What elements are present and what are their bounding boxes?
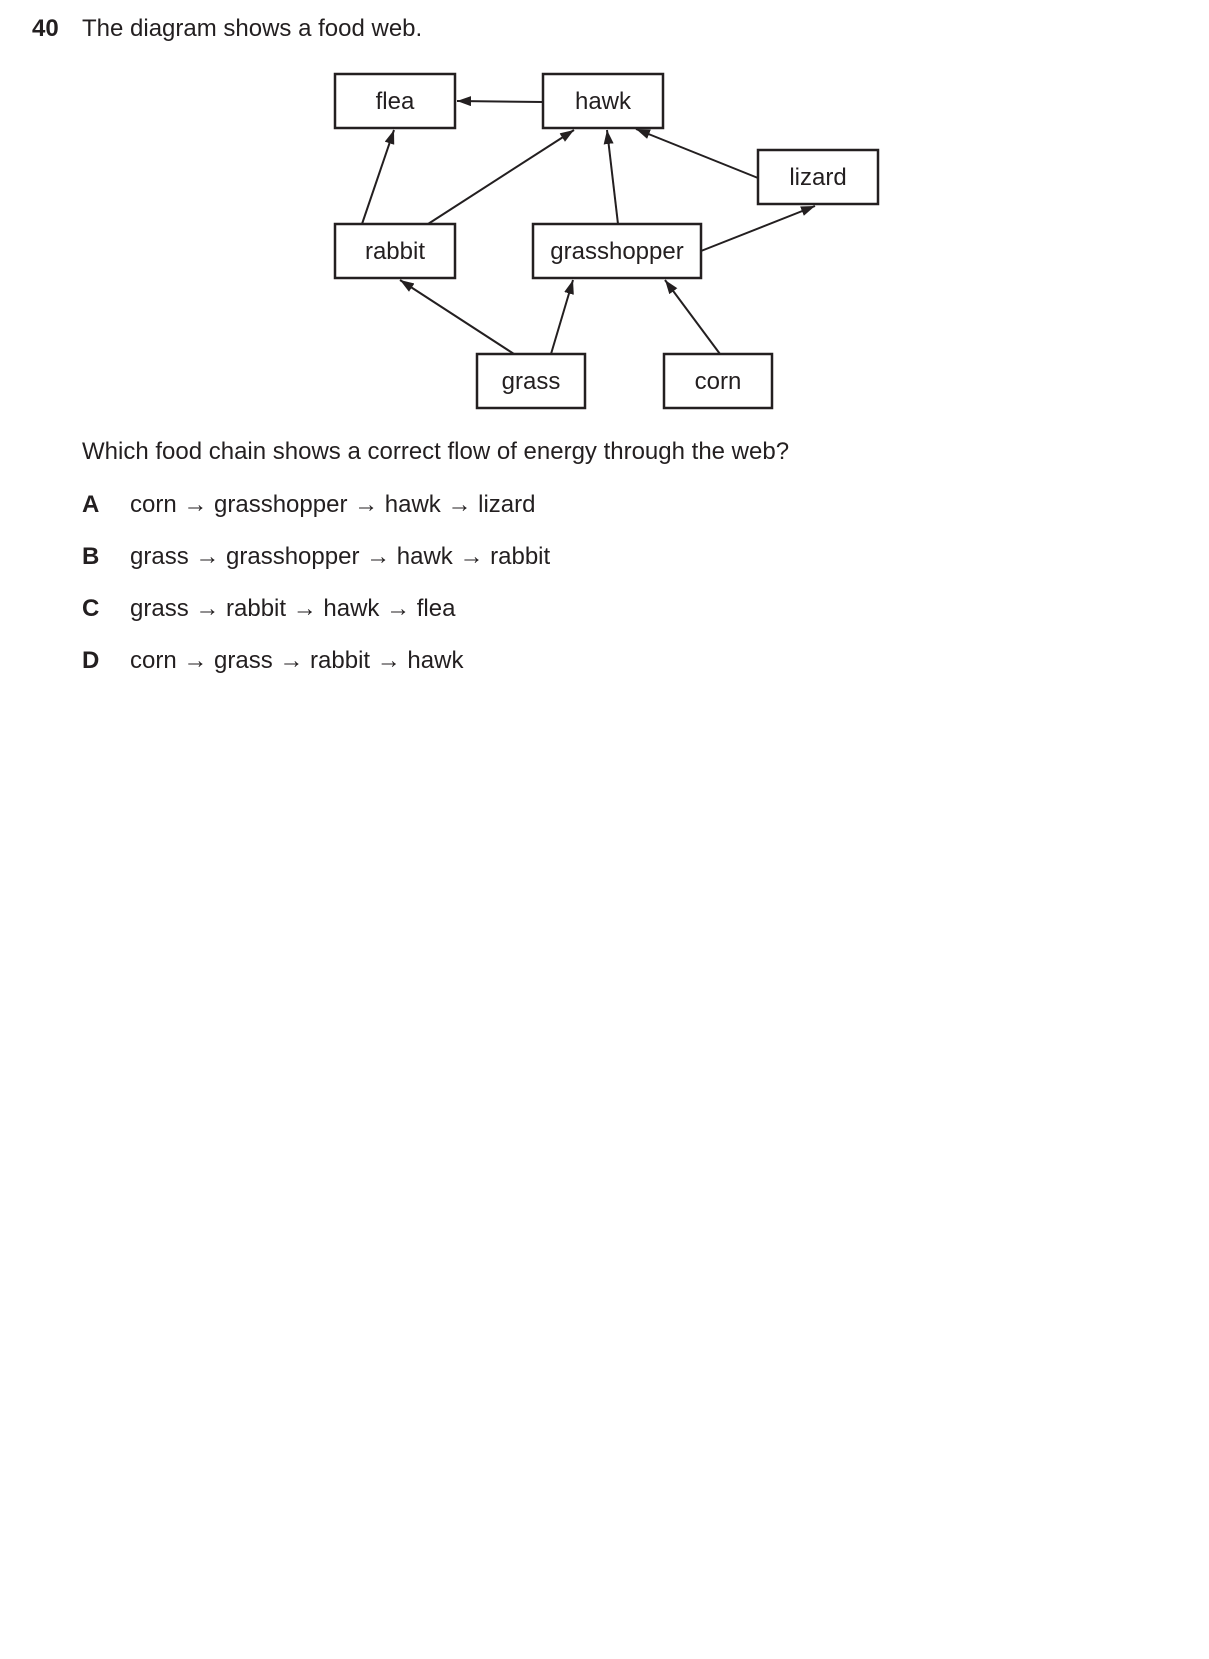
question-intro: The diagram shows a food web.	[82, 15, 423, 42]
option-text: corn → grass → rabbit → hawk	[130, 647, 464, 674]
node-label: lizard	[789, 164, 847, 191]
arrow-rabbit-to-hawk	[428, 130, 574, 224]
option-letter: A	[82, 491, 100, 518]
option-letter: C	[82, 595, 100, 622]
node-label: rabbit	[364, 238, 426, 265]
option-text: grass → rabbit → hawk → flea	[130, 595, 456, 622]
question-prompt: Which food chain shows a correct flow of energy through the web?	[82, 438, 790, 465]
boxes-layer	[335, 74, 878, 408]
node-flea	[335, 74, 455, 128]
option-letter: B	[82, 543, 100, 570]
option-a[interactable]	[82, 490, 536, 520]
arrow-corn-to-grasshopper	[665, 280, 720, 354]
question-number: 40	[32, 15, 59, 42]
node-corn	[664, 354, 772, 408]
arrow-grass-to-grasshopper	[551, 280, 573, 354]
arrow-lizard-to-hawk	[636, 129, 758, 178]
node-grass	[477, 354, 585, 408]
arrow-rabbit-to-flea	[362, 130, 394, 224]
option-d[interactable]	[82, 646, 463, 676]
food-web-diagram	[0, 0, 1209, 420]
arrow-hawk-to-flea	[457, 101, 543, 102]
option-text: corn → grasshopper → hawk → lizard	[130, 491, 536, 518]
option-letter: D	[82, 647, 100, 674]
node-label: hawk	[574, 88, 632, 115]
arrow-grass-to-rabbit	[400, 280, 514, 354]
node-grasshopper	[533, 224, 701, 278]
node-label: grass	[501, 368, 561, 395]
node-label: grasshopper	[550, 238, 684, 265]
node-rabbit	[335, 224, 455, 278]
option-text: grass → grasshopper → hawk → rabbit	[130, 543, 551, 570]
node-hawk	[543, 74, 663, 128]
arrow-grasshopper-to-lizard	[701, 206, 815, 251]
node-lizard	[758, 150, 878, 204]
node-label: corn	[694, 368, 742, 395]
option-b[interactable]	[82, 542, 550, 572]
node-label: flea	[375, 88, 415, 115]
arrow-grasshopper-to-hawk	[607, 130, 618, 224]
option-c[interactable]	[82, 594, 455, 624]
